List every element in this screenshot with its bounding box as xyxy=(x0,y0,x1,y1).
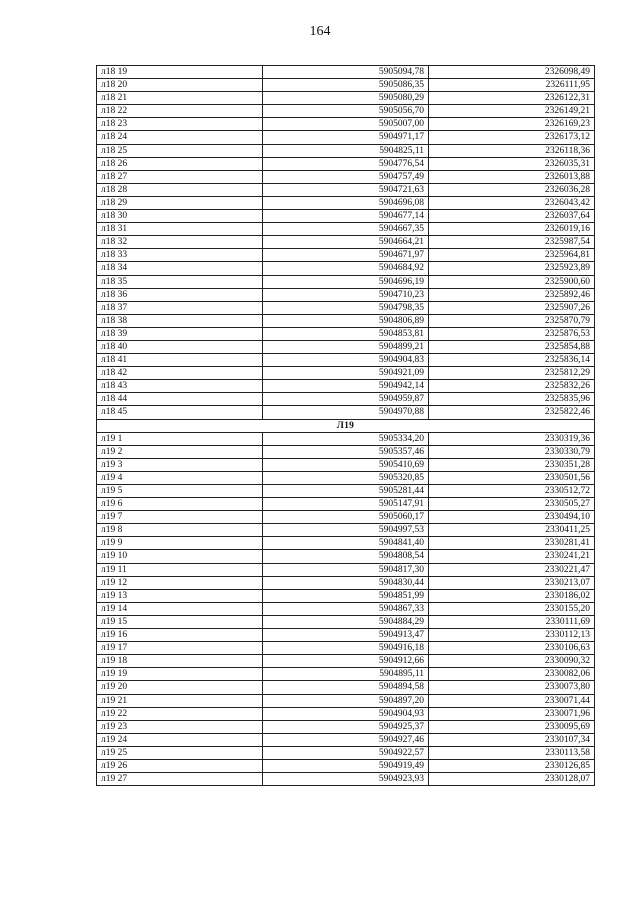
table-row xyxy=(97,157,595,170)
point-label-cell: л18 42 xyxy=(97,367,263,380)
y-coordinate-cell: 2325876,53 xyxy=(429,327,595,340)
y-coordinate-cell: 2326098,49 xyxy=(429,66,595,79)
table-row xyxy=(97,301,595,314)
table-row xyxy=(97,759,595,772)
point-label-cell: л19 22 xyxy=(97,707,263,720)
x-coordinate-cell: 5904897,20 xyxy=(263,694,429,707)
x-coordinate-cell: 5905094,78 xyxy=(263,66,429,79)
table-row xyxy=(97,458,595,471)
x-coordinate-cell: 5904798,35 xyxy=(263,301,429,314)
point-label-cell: л19 2 xyxy=(97,445,263,458)
y-coordinate-cell: 2326149,21 xyxy=(429,105,595,118)
table-row xyxy=(97,485,595,498)
point-label-cell: л19 8 xyxy=(97,524,263,537)
point-label-cell: л19 27 xyxy=(97,773,263,786)
table-row xyxy=(97,92,595,105)
x-coordinate-cell: 5904970,88 xyxy=(263,406,429,419)
x-coordinate-cell: 5904922,57 xyxy=(263,746,429,759)
point-label-cell: л19 18 xyxy=(97,655,263,668)
point-label-cell: л18 41 xyxy=(97,354,263,367)
point-label-cell: л18 28 xyxy=(97,183,263,196)
table-row xyxy=(97,589,595,602)
y-coordinate-cell: 2330512,72 xyxy=(429,485,595,498)
point-label-cell: л19 11 xyxy=(97,563,263,576)
table-row xyxy=(97,576,595,589)
point-label-cell: л18 31 xyxy=(97,223,263,236)
y-coordinate-cell: 2330095,69 xyxy=(429,720,595,733)
point-label-cell: л18 25 xyxy=(97,144,263,157)
y-coordinate-cell: 2330186,02 xyxy=(429,589,595,602)
y-coordinate-cell: 2330221,47 xyxy=(429,563,595,576)
table-row xyxy=(97,511,595,524)
x-coordinate-cell: 5904997,53 xyxy=(263,524,429,537)
x-coordinate-cell: 5904867,33 xyxy=(263,602,429,615)
point-label-cell: л18 43 xyxy=(97,380,263,393)
point-label-cell: л19 13 xyxy=(97,589,263,602)
x-coordinate-cell: 5904817,30 xyxy=(263,563,429,576)
y-coordinate-cell: 2330113,58 xyxy=(429,746,595,759)
y-coordinate-cell: 2330241,21 xyxy=(429,550,595,563)
x-coordinate-cell: 5905056,70 xyxy=(263,105,429,118)
y-coordinate-cell: 2326019,16 xyxy=(429,223,595,236)
table-row xyxy=(97,275,595,288)
x-coordinate-cell: 5904684,92 xyxy=(263,262,429,275)
y-coordinate-cell: 2330505,27 xyxy=(429,498,595,511)
point-label-cell: л18 34 xyxy=(97,262,263,275)
x-coordinate-cell: 5904667,35 xyxy=(263,223,429,236)
point-label-cell: л19 12 xyxy=(97,576,263,589)
x-coordinate-cell: 5904894,58 xyxy=(263,681,429,694)
point-label-cell: л19 10 xyxy=(97,550,263,563)
x-coordinate-cell: 5904841,40 xyxy=(263,537,429,550)
point-label-cell: л18 27 xyxy=(97,170,263,183)
table-row xyxy=(97,314,595,327)
point-label-cell: л18 19 xyxy=(97,66,263,79)
y-coordinate-cell: 2330319,36 xyxy=(429,432,595,445)
table-row xyxy=(97,288,595,301)
table-row xyxy=(97,262,595,275)
x-coordinate-cell: 5904921,09 xyxy=(263,367,429,380)
x-coordinate-cell: 5904923,93 xyxy=(263,773,429,786)
table-row xyxy=(97,471,595,484)
y-coordinate-cell: 2326043,42 xyxy=(429,196,595,209)
table-row xyxy=(97,393,595,406)
point-label-cell: л18 44 xyxy=(97,393,263,406)
table-row xyxy=(97,327,595,340)
y-coordinate-cell: 2330351,28 xyxy=(429,458,595,471)
table-row xyxy=(97,746,595,759)
x-coordinate-cell: 5904895,11 xyxy=(263,668,429,681)
point-label-cell: л18 45 xyxy=(97,406,263,419)
table-row xyxy=(97,733,595,746)
table-row xyxy=(97,563,595,576)
table-row xyxy=(97,354,595,367)
x-coordinate-cell: 5904853,81 xyxy=(263,327,429,340)
point-label-cell: л19 23 xyxy=(97,720,263,733)
point-label-cell: л19 7 xyxy=(97,511,263,524)
table-row xyxy=(97,681,595,694)
x-coordinate-cell: 5905147,91 xyxy=(263,498,429,511)
y-coordinate-cell: 2325892,46 xyxy=(429,288,595,301)
y-coordinate-cell: 2325832,26 xyxy=(429,380,595,393)
table-row xyxy=(97,406,595,419)
table-row xyxy=(97,249,595,262)
x-coordinate-cell: 5904959,87 xyxy=(263,393,429,406)
x-coordinate-cell: 5905281,44 xyxy=(263,485,429,498)
table-row xyxy=(97,380,595,393)
x-coordinate-cell: 5904664,21 xyxy=(263,236,429,249)
x-coordinate-cell: 5904904,83 xyxy=(263,354,429,367)
table-row xyxy=(97,118,595,131)
y-coordinate-cell: 2325987,54 xyxy=(429,236,595,249)
x-coordinate-cell: 5905320,85 xyxy=(263,471,429,484)
y-coordinate-cell: 2330411,25 xyxy=(429,524,595,537)
y-coordinate-cell: 2330281,41 xyxy=(429,537,595,550)
y-coordinate-cell: 2330090,32 xyxy=(429,655,595,668)
y-coordinate-cell: 2326169,23 xyxy=(429,118,595,131)
table-row xyxy=(97,170,595,183)
y-coordinate-cell: 2325964,81 xyxy=(429,249,595,262)
x-coordinate-cell: 5905060,17 xyxy=(263,511,429,524)
table-row xyxy=(97,367,595,380)
section-title: Л19 xyxy=(97,419,595,432)
table-row xyxy=(97,183,595,196)
y-coordinate-cell: 2325923,89 xyxy=(429,262,595,275)
table-row xyxy=(97,537,595,550)
x-coordinate-cell: 5904912,66 xyxy=(263,655,429,668)
table-row xyxy=(97,498,595,511)
x-coordinate-cell: 5904808,54 xyxy=(263,550,429,563)
table-row xyxy=(97,550,595,563)
x-coordinate-cell: 5904916,18 xyxy=(263,642,429,655)
point-label-cell: л19 20 xyxy=(97,681,263,694)
point-label-cell: л19 19 xyxy=(97,668,263,681)
table-row xyxy=(97,223,595,236)
y-coordinate-cell: 2326037,64 xyxy=(429,210,595,223)
table-row xyxy=(97,144,595,157)
point-label-cell: л18 26 xyxy=(97,157,263,170)
x-coordinate-cell: 5904925,37 xyxy=(263,720,429,733)
point-label-cell: л18 40 xyxy=(97,340,263,353)
x-coordinate-cell: 5904776,54 xyxy=(263,157,429,170)
point-label-cell: л19 21 xyxy=(97,694,263,707)
y-coordinate-cell: 2330128,07 xyxy=(429,773,595,786)
y-coordinate-cell: 2330112,13 xyxy=(429,629,595,642)
y-coordinate-cell: 2326013,88 xyxy=(429,170,595,183)
y-coordinate-cell: 2330111,69 xyxy=(429,615,595,628)
x-coordinate-cell: 5904899,21 xyxy=(263,340,429,353)
table-row xyxy=(97,105,595,118)
table-row xyxy=(97,196,595,209)
table-row xyxy=(97,655,595,668)
point-label-cell: л18 21 xyxy=(97,92,263,105)
y-coordinate-cell: 2325812,29 xyxy=(429,367,595,380)
point-label-cell: л18 32 xyxy=(97,236,263,249)
x-coordinate-cell: 5904919,49 xyxy=(263,759,429,772)
x-coordinate-cell: 5905086,35 xyxy=(263,79,429,92)
point-label-cell: л19 4 xyxy=(97,471,263,484)
table-row xyxy=(97,131,595,144)
point-label-cell: л18 29 xyxy=(97,196,263,209)
x-coordinate-cell: 5904710,23 xyxy=(263,288,429,301)
table-row xyxy=(97,694,595,707)
point-label-cell: л19 5 xyxy=(97,485,263,498)
x-coordinate-cell: 5904913,47 xyxy=(263,629,429,642)
point-label-cell: л18 36 xyxy=(97,288,263,301)
point-label-cell: л19 25 xyxy=(97,746,263,759)
table-row xyxy=(97,602,595,615)
point-label-cell: л19 1 xyxy=(97,432,263,445)
y-coordinate-cell: 2330126,85 xyxy=(429,759,595,772)
y-coordinate-cell: 2330071,96 xyxy=(429,707,595,720)
table-row xyxy=(97,668,595,681)
y-coordinate-cell: 2330106,63 xyxy=(429,642,595,655)
x-coordinate-cell: 5905357,46 xyxy=(263,445,429,458)
table-row xyxy=(97,79,595,92)
point-label-cell: л19 9 xyxy=(97,537,263,550)
point-label-cell: л19 6 xyxy=(97,498,263,511)
y-coordinate-cell: 2325836,14 xyxy=(429,354,595,367)
x-coordinate-cell: 5904677,14 xyxy=(263,210,429,223)
y-coordinate-cell: 2325870,79 xyxy=(429,314,595,327)
x-coordinate-cell: 5904830,44 xyxy=(263,576,429,589)
y-coordinate-cell: 2325835,96 xyxy=(429,393,595,406)
y-coordinate-cell: 2325900,60 xyxy=(429,275,595,288)
table-row xyxy=(97,445,595,458)
table-row xyxy=(97,236,595,249)
x-coordinate-cell: 5904721,63 xyxy=(263,183,429,196)
point-label-cell: л19 17 xyxy=(97,642,263,655)
point-label-cell: л19 24 xyxy=(97,733,263,746)
y-coordinate-cell: 2325854,88 xyxy=(429,340,595,353)
y-coordinate-cell: 2326036,28 xyxy=(429,183,595,196)
y-coordinate-cell: 2330330,79 xyxy=(429,445,595,458)
table-row xyxy=(97,629,595,642)
y-coordinate-cell: 2330071,44 xyxy=(429,694,595,707)
y-coordinate-cell: 2330155,20 xyxy=(429,602,595,615)
x-coordinate-cell: 5904806,89 xyxy=(263,314,429,327)
y-coordinate-cell: 2330501,56 xyxy=(429,471,595,484)
coordinates-table-body xyxy=(97,66,595,786)
table-row xyxy=(97,773,595,786)
x-coordinate-cell: 5904851,99 xyxy=(263,589,429,602)
x-coordinate-cell: 5904696,08 xyxy=(263,196,429,209)
point-label-cell: л18 38 xyxy=(97,314,263,327)
y-coordinate-cell: 2330107,34 xyxy=(429,733,595,746)
x-coordinate-cell: 5905080,29 xyxy=(263,92,429,105)
y-coordinate-cell: 2325907,26 xyxy=(429,301,595,314)
y-coordinate-cell: 2326035,31 xyxy=(429,157,595,170)
point-label-cell: л19 15 xyxy=(97,615,263,628)
point-label-cell: л18 20 xyxy=(97,79,263,92)
point-label-cell: л19 3 xyxy=(97,458,263,471)
table-row xyxy=(97,340,595,353)
y-coordinate-cell: 2330082,06 xyxy=(429,668,595,681)
point-label-cell: л18 37 xyxy=(97,301,263,314)
point-label-cell: л18 33 xyxy=(97,249,263,262)
table-row xyxy=(97,642,595,655)
table-row xyxy=(97,210,595,223)
x-coordinate-cell: 5904825,11 xyxy=(263,144,429,157)
y-coordinate-cell: 2326118,36 xyxy=(429,144,595,157)
x-coordinate-cell: 5904884,29 xyxy=(263,615,429,628)
y-coordinate-cell: 2330494,10 xyxy=(429,511,595,524)
x-coordinate-cell: 5905007,00 xyxy=(263,118,429,131)
y-coordinate-cell: 2330213,07 xyxy=(429,576,595,589)
table-row xyxy=(97,524,595,537)
point-label-cell: л18 23 xyxy=(97,118,263,131)
x-coordinate-cell: 5905334,20 xyxy=(263,432,429,445)
section-header-row xyxy=(97,419,595,432)
y-coordinate-cell: 2326173,12 xyxy=(429,131,595,144)
table-row xyxy=(97,615,595,628)
y-coordinate-cell: 2330073,80 xyxy=(429,681,595,694)
x-coordinate-cell: 5904757,49 xyxy=(263,170,429,183)
table-row xyxy=(97,707,595,720)
point-label-cell: л19 14 xyxy=(97,602,263,615)
x-coordinate-cell: 5904696,19 xyxy=(263,275,429,288)
point-label-cell: л18 30 xyxy=(97,210,263,223)
x-coordinate-cell: 5904927,46 xyxy=(263,733,429,746)
table-row xyxy=(97,720,595,733)
coordinates-table xyxy=(96,65,595,786)
table-row xyxy=(97,66,595,79)
x-coordinate-cell: 5904904,93 xyxy=(263,707,429,720)
x-coordinate-cell: 5904971,17 xyxy=(263,131,429,144)
point-label-cell: л18 22 xyxy=(97,105,263,118)
y-coordinate-cell: 2326122,31 xyxy=(429,92,595,105)
x-coordinate-cell: 5904671,97 xyxy=(263,249,429,262)
x-coordinate-cell: 5904942,14 xyxy=(263,380,429,393)
point-label-cell: л18 24 xyxy=(97,131,263,144)
y-coordinate-cell: 2326111,95 xyxy=(429,79,595,92)
point-label-cell: л18 39 xyxy=(97,327,263,340)
point-label-cell: л19 26 xyxy=(97,759,263,772)
point-label-cell: л18 35 xyxy=(97,275,263,288)
table-row xyxy=(97,432,595,445)
page-number: 164 xyxy=(309,24,331,39)
x-coordinate-cell: 5905410,69 xyxy=(263,458,429,471)
point-label-cell: л19 16 xyxy=(97,629,263,642)
y-coordinate-cell: 2325822,46 xyxy=(429,406,595,419)
